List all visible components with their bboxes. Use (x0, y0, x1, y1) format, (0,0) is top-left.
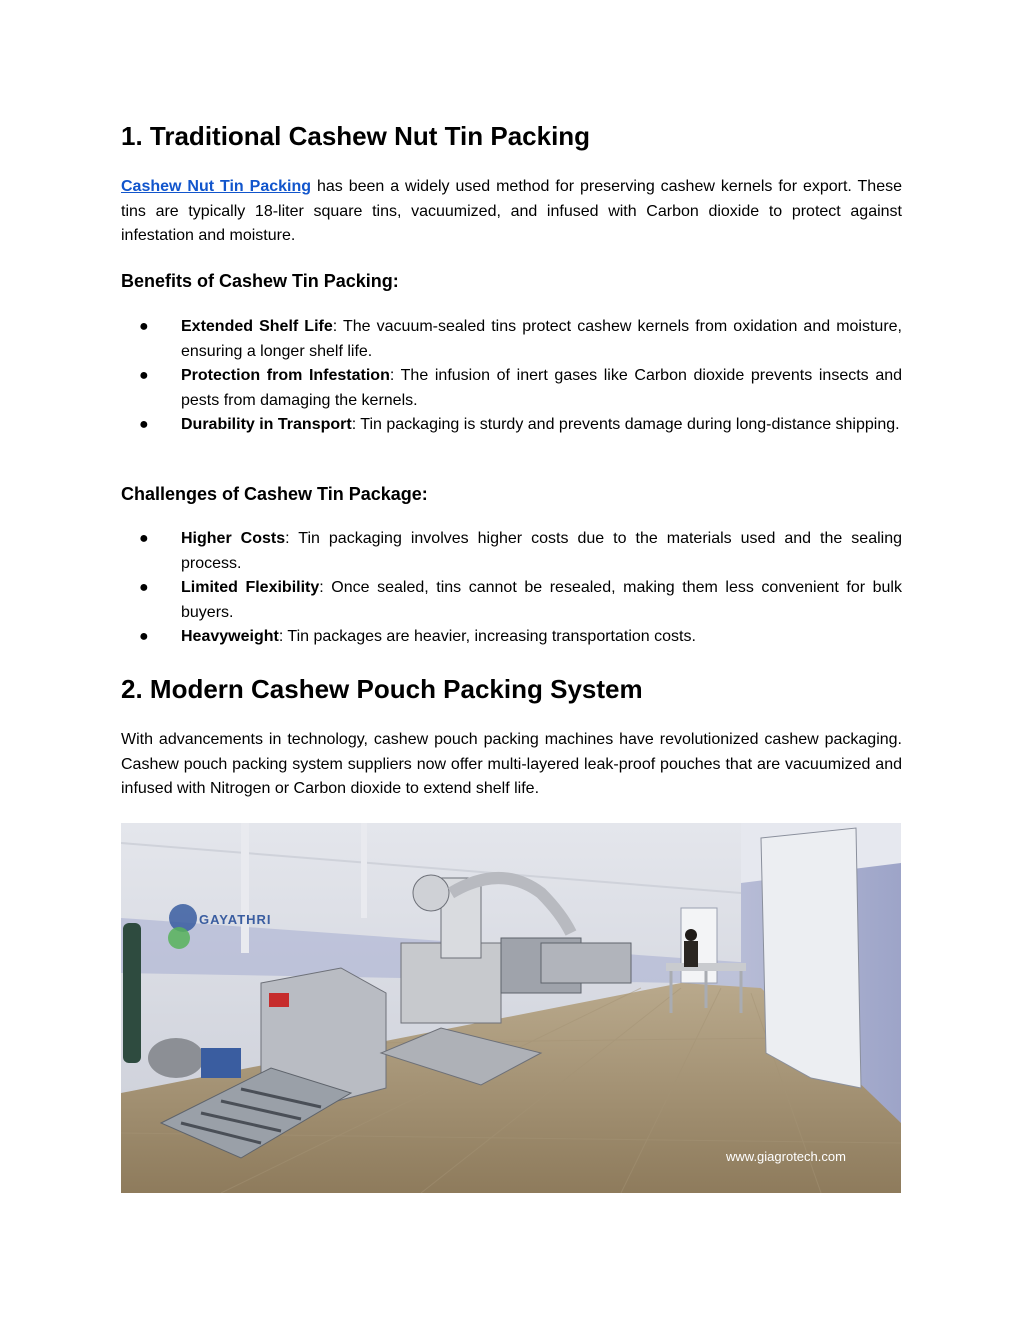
benefit-term: Durability in Transport (181, 416, 352, 433)
factory-photo (121, 823, 901, 1193)
benefits-heading: Benefits of Cashew Tin Packing: (121, 271, 399, 291)
challenge-text: : Tin packaging involves higher costs due to the materials used and the sealing process. (181, 530, 902, 572)
gayathri-logo-text: GAYATHRI (199, 912, 272, 927)
bullet-icon: ● (139, 416, 149, 433)
challenge-text: : Once sealed, tins cannot be resealed, making them less convenient for bulk buyers. (181, 579, 902, 621)
list-item (121, 364, 902, 413)
challenges-list (121, 527, 902, 650)
benefit-text: : Tin packaging is sturdy and prevents damage during long-distance shipping. (351, 416, 900, 433)
benefit-text: : The infusion of inert gases like Carbon dioxide prevents insects and pests from damaging the kernels. (181, 367, 903, 409)
section-2-title: 2. Modern Cashew Pouch Packing System (121, 674, 643, 704)
challenge-term: Higher Costs (181, 530, 286, 547)
section-2-paragraph: With advancements in technology, cashew pouch packing machines have revolutionized cashew packaging. Cashew pouch packing system suppliers now offer multi-layered leak-proof pouches that are vacuumized and infused with Nitrogen or Carbon dioxide to extend shelf life. (121, 731, 902, 797)
intro-text: has been a widely used method for preserving cashew kernels for export. These tins are typically 18-liter square tins, vacuumized, and infused with Carbon dioxide to protect against infestation and moisture. (121, 178, 902, 244)
list-item (121, 527, 902, 576)
bullet-icon: ● (139, 318, 149, 335)
watermark-text: www.giagrotech.com (726, 1149, 846, 1164)
section-1-title: 1. Traditional Cashew Nut Tin Packing (121, 121, 591, 151)
bullet-icon: ● (139, 530, 149, 547)
list-item (121, 413, 902, 438)
challenge-text: : Tin packages are heavier, increasing transportation costs. (278, 628, 696, 645)
bullet-icon: ● (139, 628, 149, 645)
benefit-term: Extended Shelf Life (181, 318, 333, 335)
challenges-heading: Challenges of Cashew Tin Package: (121, 484, 428, 504)
list-item (121, 576, 902, 625)
list-item (121, 315, 902, 364)
benefit-text: : The vacuum-sealed tins protect cashew kernels from oxidation and moisture, ensuring a longer shelf life. (181, 318, 903, 360)
benefit-term: Protection from Infestation (181, 367, 390, 384)
bullet-icon: ● (139, 367, 149, 384)
challenge-term: Limited Flexibility (181, 579, 320, 596)
cashew-tin-packing-link[interactable]: Cashew Nut Tin Packing (121, 178, 312, 195)
list-item (121, 625, 902, 650)
benefits-list (121, 315, 902, 438)
challenge-term: Heavyweight (181, 628, 279, 645)
bullet-icon: ● (139, 579, 149, 596)
section-1-intro (121, 175, 902, 249)
